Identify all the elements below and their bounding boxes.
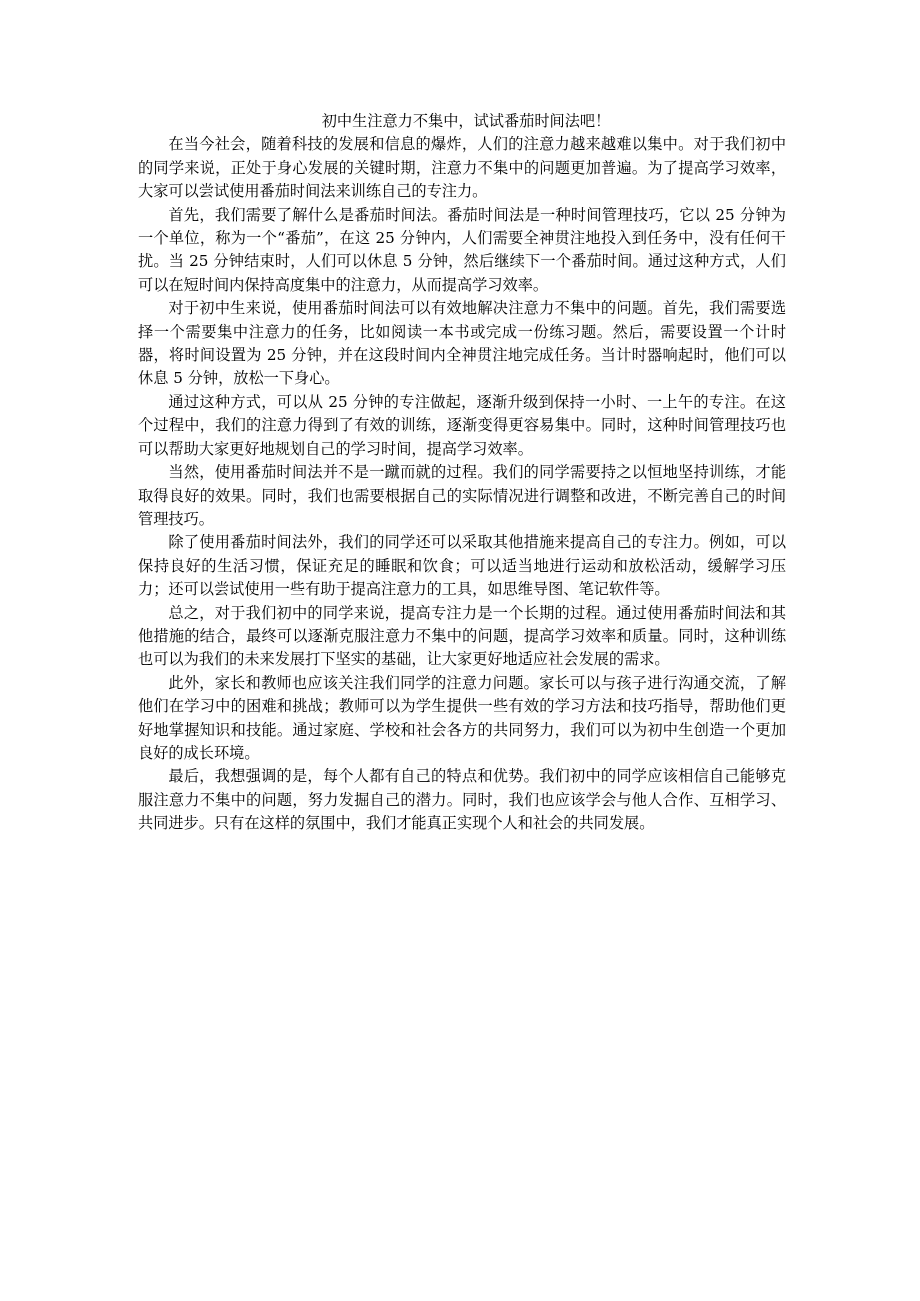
document-page bbox=[138, 110, 786, 836]
paragraph-4: 通过这种方式，可以从 25 分钟的专注做起，逐渐升级到保持一小时、一上午的专注。在这个过程中，我们的注意力得到了有效的训练，逐渐变得更容易集中。同时，这种时间管理技巧也可以帮助大家更好地规划自己的学习时间，提高学习效率。 bbox=[138, 392, 786, 458]
paragraph-6: 除了使用番茄时间法外，我们的同学还可以采取其他措施来提高自己的专注力。例如，可以保持良好的生活习惯，保证充足的睡眠和饮食；可以适当地进行运动和放松活动，缓解学习压力；还可以尝试使用一些有助于提高注意力的工具，如思维导图、笔记软件等。 bbox=[138, 533, 786, 599]
paragraph-7: 总之，对于我们初中的同学来说，提高专注力是一个长期的过程。通过使用番茄时间法和其他措施的结合，最终可以逐渐克服注意力不集中的问题，提高学习效率和质量。同时，这种训练也可以为我们的未来发展打下坚实的基础，让大家更好地适应社会发展的需求。 bbox=[138, 603, 786, 669]
paragraph-9: 最后，我想强调的是，每个人都有自己的特点和优势。我们初中的同学应该相信自己能够克服注意力不集中的问题，努力发掘自己的潜力。同时，我们也应该学会与他人合作、互相学习、共同进步。只有在这样的氛围中，我们才能真正实现个人和社会的共同发展。 bbox=[138, 767, 786, 833]
paragraph-1: 在当今社会，随着科技的发展和信息的爆炸，人们的注意力越来越难以集中。对于我们初中的同学来说，正处于身心发展的关键时期，注意力不集中的问题更加普遍。为了提高学习效率，大家可以尝试使用番茄时间法来训练自己的专注力。 bbox=[138, 135, 786, 201]
paragraph-3: 对于初中生来说，使用番茄时间法可以有效地解决注意力不集中的问题。首先，我们需要选择一个需要集中注意力的任务，比如阅读一本书或完成一份练习题。然后，需要设置一个计时器，将时间设置为 25 分钟，并在这段时间内全神贯注地完成任务。当计时器响起时，他们可以休息 5 分钟，放松一下身心。 bbox=[138, 299, 786, 388]
paragraph-8: 此外，家长和教师也应该关注我们同学的注意力问题。家长可以与孩子进行沟通交流，了解他们在学习中的困难和挑战；教师可以为学生提供一些有效的学习方法和技巧指导，帮助他们更好地掌握知识和技能。通过家庭、学校和社会各方的共同努力，我们可以为初中生创造一个更加良好的成长环境。 bbox=[138, 673, 786, 762]
document-title: 初中生注意力不集中，试试番茄时间法吧！ bbox=[321, 112, 611, 130]
paragraph-2: 首先，我们需要了解什么是番茄时间法。番茄时间法是一种时间管理技巧，它以 25 分钟为一个单位，称为一个“番茄”，在这 25 分钟内，人们需要全神贯注地投入到任务中，没有任何干扰。当 25 分钟结束时，人们可以休息 5 分钟，然后继续下一个番茄时间。通过这种方式，人们可以在短时间内保持高度集中的注意力，从而提高学习效率。 bbox=[138, 205, 786, 294]
paragraph-5: 当然，使用番茄时间法并不是一蹴而就的过程。我们的同学需要持之以恒地坚持训练，才能取得良好的效果。同时，我们也需要根据自己的实际情况进行调整和改进，不断完善自己的时间管理技巧。 bbox=[138, 463, 786, 528]
